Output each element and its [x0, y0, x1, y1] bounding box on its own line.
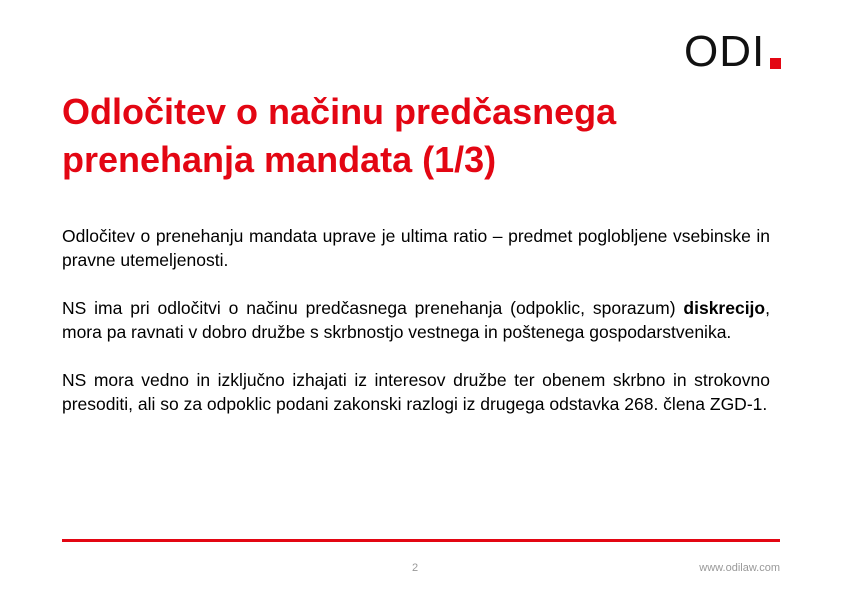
- paragraph-3: NS mora vedno in izključno izhajati iz interesov družbe ter obenem skrbno in strokovno presoditi, ali so za odpoklic podani zakonski razlogi iz drugega odstavka 268. člena ZGD-1.: [62, 370, 770, 414]
- website-link[interactable]: www.odilaw.com: [699, 562, 780, 574]
- slide-title: Odločitev o načinu predčasnega prenehanja mandata (1/3): [62, 91, 617, 180]
- paragraph-1: Odločitev o prenehanju mandata uprave je ultima ratio – predmet poglobljene vsebinske in pravne utemeljenosti.: [62, 226, 770, 270]
- slide-body: [62, 224, 770, 440]
- paragraph-2-emphasis: diskrecijo: [683, 298, 766, 318]
- logo-red-square: [770, 58, 781, 69]
- footer-divider: [62, 539, 780, 542]
- paragraph-2-intro: NS ima pri odločitvi o načinu predčasnega prenehanja (odpoklic, sporazum): [62, 298, 684, 318]
- paragraph-2: [62, 296, 770, 344]
- page-number: 2: [412, 562, 419, 574]
- logo-text: ODI: [684, 27, 766, 76]
- company-logo: [684, 27, 781, 76]
- paragraph-2-rest: , mora pa ravnati v dobro družbe s skrbnostjo vestnega in poštenega gospodarstvenika.: [62, 298, 770, 342]
